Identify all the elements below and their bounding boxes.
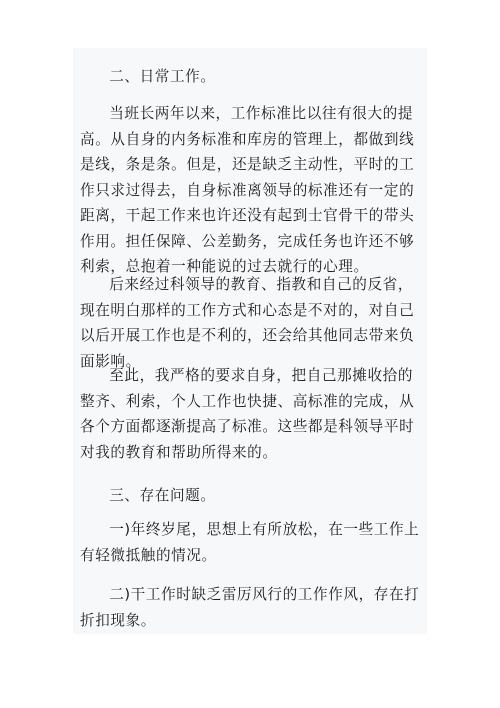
paragraph-reflection: 后来经过科领导的教育、指教和自己的反省，现在明白那样的工作方式和心态是不对的，对自己以后开展工作也是不利的，还会给其他同志带来负面影响。: [80, 276, 415, 370]
problem-item-2: 二)干工作时缺乏雷厉风行的工作作风，存在打折扣现象。: [80, 586, 420, 629]
paragraph-improvement: 至此，我严格的要求自身，把自己那摊收拾的整齐、利索，个人工作也快捷、高标准的完成，从各个方面都逐渐提高了标准。这些都是科领导平时对我的教育和帮助所得来的。: [80, 367, 415, 461]
paragraph-work-standard: 当班长两年以来，工作标准比以往有很大的提高。从自身的内务标准和库房的管理上，都做到线是线，条是条。但是，还是缺乏主动性，平时的工作只求过得去，自身标准离领导的标准还有一定的距离，干起工作来也许还没有起到士官骨干的带头作用。担任保障、公差勤务，完成任务也许还不够利索，总抱着一种能说的过去就行的心理。: [80, 105, 415, 275]
section-heading-daily-work: 二、日常工作。: [109, 68, 216, 85]
problem-item-1: 一)年终岁尾，思想上有所放松，在一些工作上有轻微抵触的情况。: [80, 521, 420, 564]
section-heading-problems: 三、存在问题。: [109, 487, 216, 504]
